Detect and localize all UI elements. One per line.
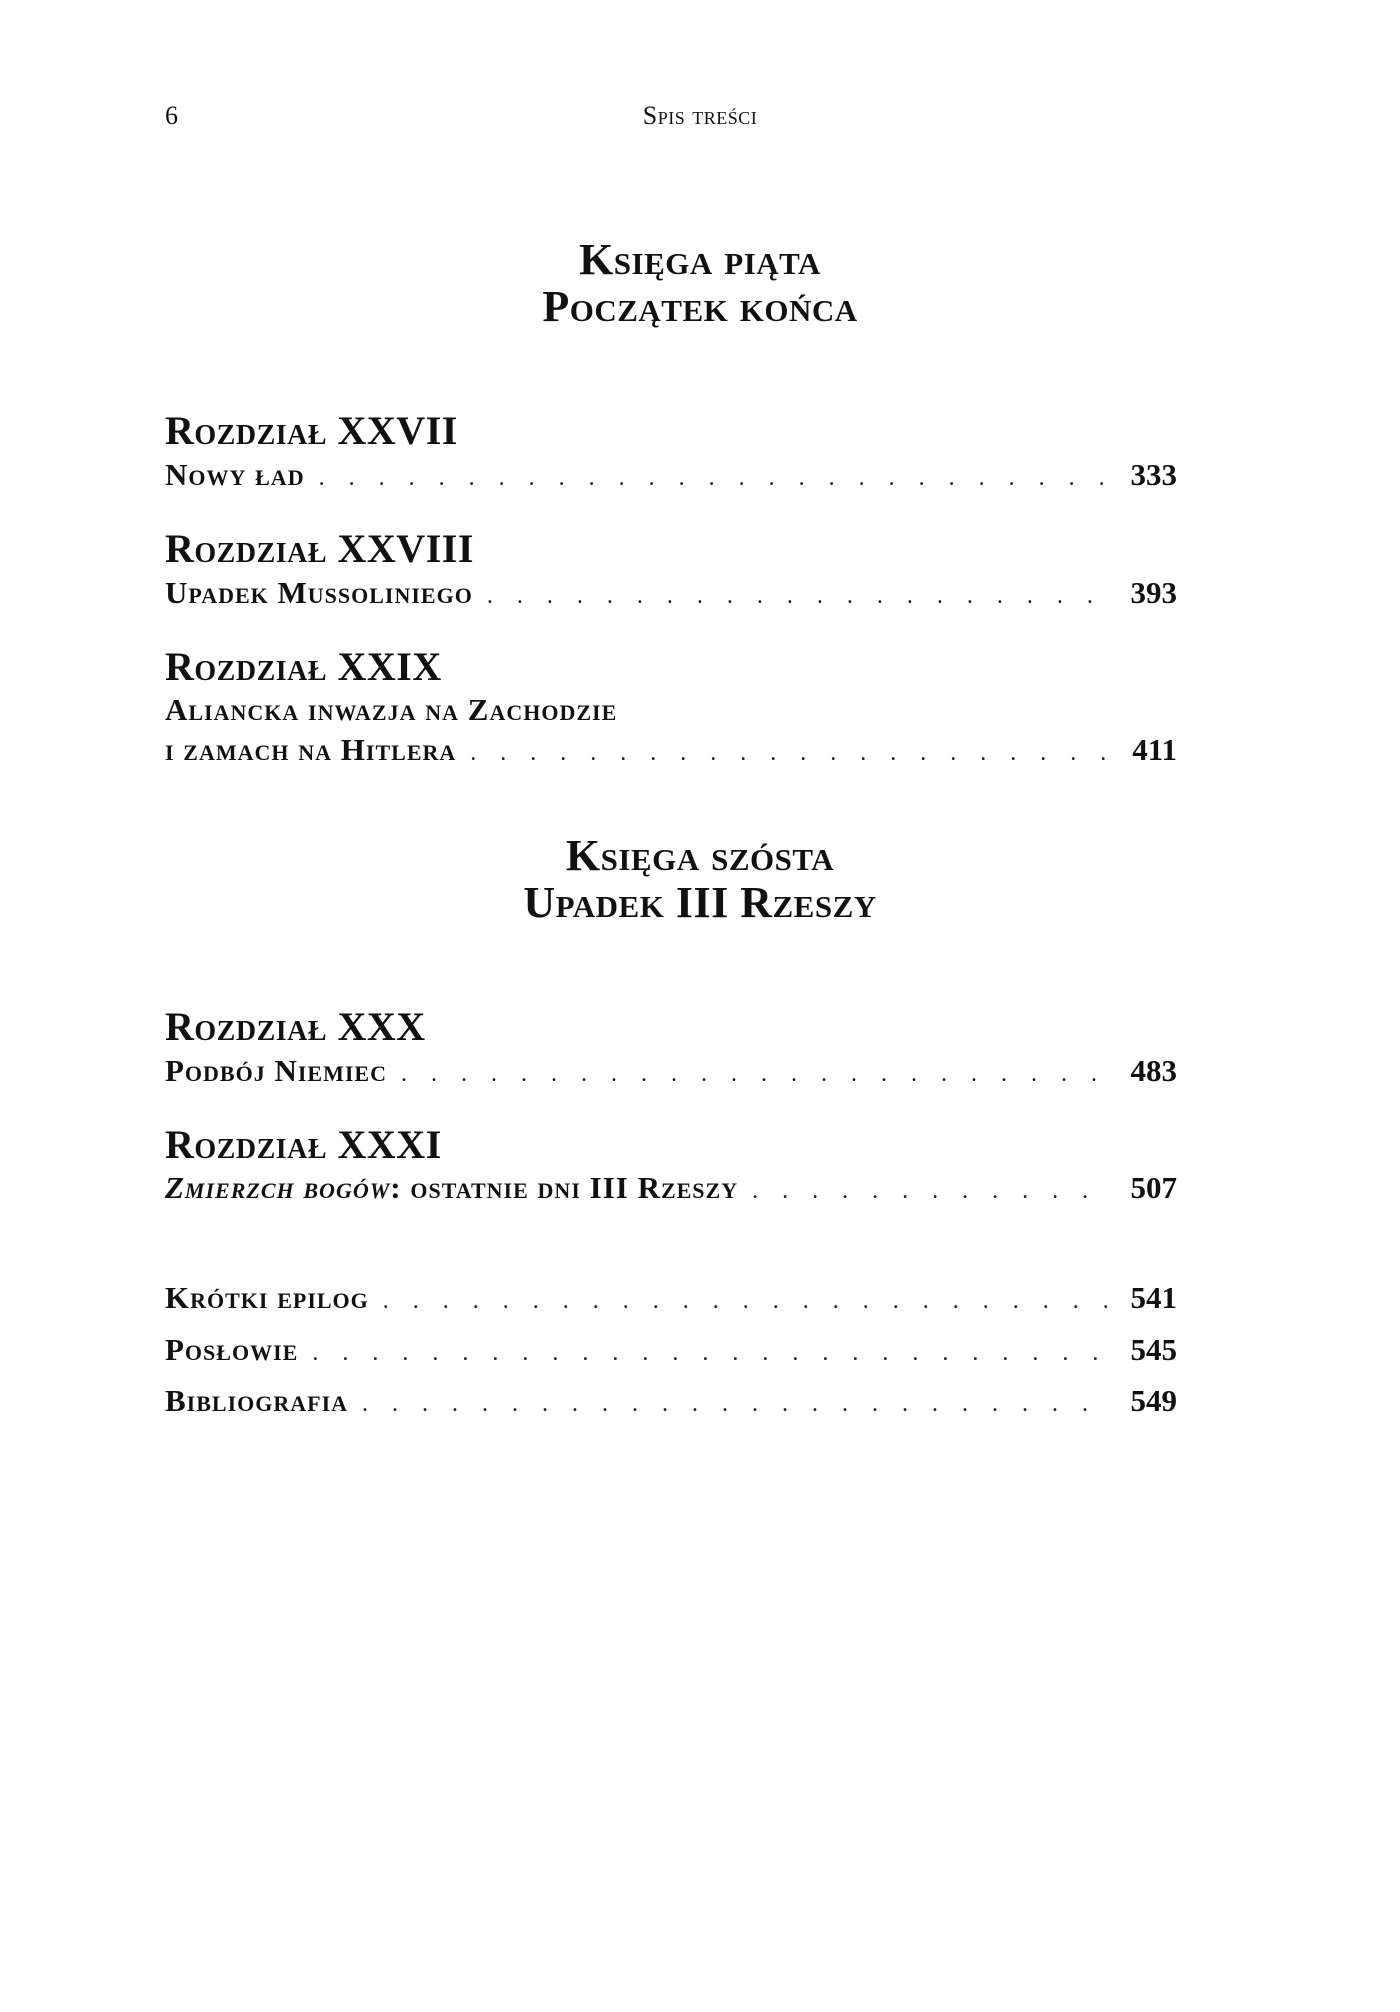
chapter-31-entry[interactable] [165,1168,1177,1211]
book-five-title [0,236,1400,330]
dot-leader [383,1281,1109,1321]
chapter-28-entry[interactable] [165,573,1177,616]
chapter-28-page: 393 [1130,575,1177,610]
book-six-line1: Księga szósta [565,831,835,880]
chapter-29-title-line1: Aliancka inwazja na Zachodzie [165,692,618,727]
chapter-29-title-line2: i zamach na Hitlera [165,732,457,767]
dot-leader [319,458,1109,498]
dot-leader [312,1333,1108,1373]
chapter-30-title: Podbój Niemiec [165,1053,387,1088]
chapter-31-heading: Rozdział XXXI [165,1122,442,1167]
chapter-27-heading: Rozdział XXVII [165,408,458,453]
bibliography-title: Bibliografia [165,1383,349,1418]
epilogue-page: 541 [1130,1280,1177,1315]
dot-leader [362,1384,1108,1424]
chapter-30-heading: Rozdział XXX [165,1004,426,1049]
dot-leader [752,1171,1108,1211]
page-header [0,101,1400,141]
chapter-31-title-italic: Zmierzch bogów [165,1170,391,1205]
chapter-27-title: Nowy ład [165,457,305,492]
afterword-page: 545 [1130,1332,1177,1367]
chapter-28-title: Upadek Mussoliniego [165,575,473,610]
back-matter-afterword[interactable] [165,1330,1177,1373]
chapter-30-entry[interactable] [165,1051,1177,1094]
dot-leader [470,733,1110,773]
book-five-line2: Początek końca [542,282,858,331]
dot-leader [401,1054,1109,1094]
dot-leader [487,576,1109,616]
chapter-30-page: 483 [1130,1053,1177,1088]
chapter-28-heading: Rozdział XXVIII [165,526,474,571]
book-five-line1: Księga piąta [579,235,821,284]
running-title: Spis treści [642,101,758,130]
back-matter-epilogue[interactable] [165,1278,1177,1321]
book-six-title [0,832,1400,926]
chapter-31-page: 507 [1130,1170,1177,1205]
chapter-27-entry[interactable] [165,455,1177,498]
chapter-31-title-rest: : ostatnie dni III Rzeszy [390,1170,739,1205]
epilogue-title: Krótki epilog [165,1280,369,1315]
back-matter-bibliography[interactable] [165,1381,1177,1424]
book-six-line2: Upadek III Rzeszy [523,878,877,927]
page-number: 6 [165,101,178,130]
chapter-27-page: 333 [1130,457,1177,492]
chapter-29-heading: Rozdział XXIX [165,644,442,689]
chapter-29-entry[interactable] [165,690,1177,773]
bibliography-page: 549 [1130,1383,1177,1418]
chapter-29-page: 411 [1132,732,1177,767]
afterword-title: Posłowie [165,1332,299,1367]
